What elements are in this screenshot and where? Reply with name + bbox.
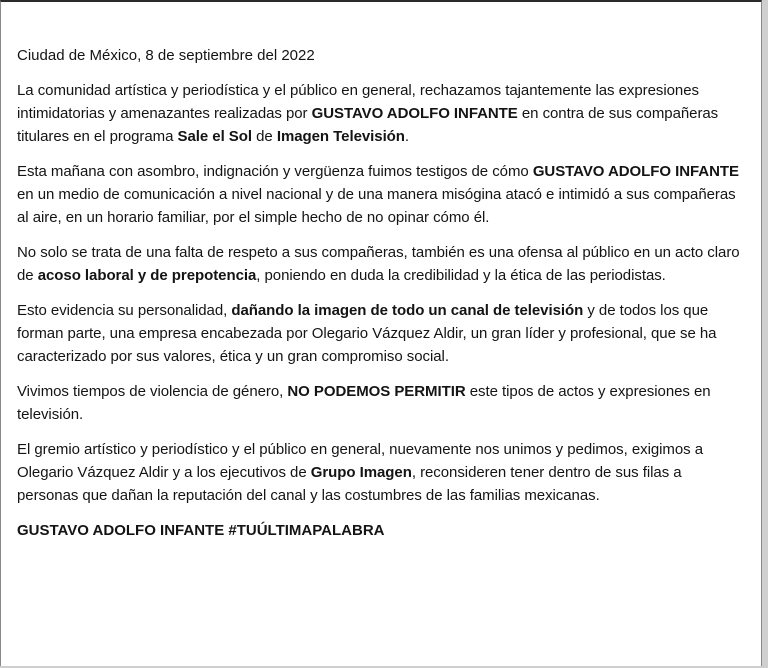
paragraph-4-text-1: Esto evidencia su personalidad, <box>17 302 232 319</box>
paragraph-2-text-2: en un medio de comunicación a nivel nacional y de una manera misógina atacó e intimidó a sus compañeras al aire, en un horario familiar, por el simple hecho de no opinar cómo él. <box>17 186 736 226</box>
paragraph-6-text-1: El gremio artístico y periodístico y el público en general, nuevamente nos unimos y pedimos, exigimos a Olegario Vázquez Aldir y a los ejecutivos de <box>17 441 704 481</box>
paragraph-4 <box>17 299 745 368</box>
paragraph-2 <box>17 160 745 229</box>
paragraph-1-text-2: en contra de sus compañeras titulares en el programa <box>17 105 719 145</box>
paragraph-2-bold-1: GUSTAVO ADOLFO INFANTE <box>532 163 739 180</box>
paragraph-6-text-2: , reconsideren tener dentro de sus filas a personas que dañan la reputación del canal y las costumbres de las familias mexicanas. <box>17 464 682 504</box>
signature-text: GUSTAVO ADOLFO INFANTE #TUÚLTIMAPALABRA <box>17 522 385 539</box>
paragraph-3 <box>17 241 745 287</box>
paragraph-3-bold-1: acoso laboral y de prepotencia <box>37 267 257 284</box>
paragraph-1-text-1: La comunidad artística y periodística y el público en general, rechazamos tajantemente las expresiones intimidatorias y amenazantes realizadas por <box>17 82 699 122</box>
paragraph-4-bold-1: dañando la imagen de todo un canal de televisión <box>231 302 584 319</box>
paragraph-1-bold-3: Imagen Televisión <box>276 128 405 145</box>
paragraph-3-text-1: No solo se trata de una falta de respeto a sus compañeras, también es una ofensa al público en un acto claro de <box>17 244 740 284</box>
paragraph-2-text-1: Esta mañana con asombro, indignación y vergüenza fuimos testigos de cómo <box>17 163 533 180</box>
paragraph-5-text-2: este tipos de actos y expresiones en televisión. <box>17 383 711 423</box>
paragraph-1-text-4: . <box>404 128 410 145</box>
signature-line <box>17 519 745 542</box>
paragraph-5 <box>17 380 745 426</box>
paragraph-6-bold-1: Grupo Imagen <box>310 464 412 481</box>
paragraph-1-bold-2: Sale el Sol <box>177 128 252 145</box>
paragraph-1-bold-1: GUSTAVO ADOLFO INFANTE <box>311 105 518 122</box>
paragraph-4-text-2: y de todos los que forman parte, una empresa encabezada por Olegario Vázquez Aldir, un gran líder y profesional, que se ha caracterizado por sus valores, ética y un gran compromiso social. <box>17 302 717 365</box>
paragraph-3-text-2: , poniendo en duda la credibilidad y la ética de las periodistas. <box>256 267 666 284</box>
paragraph-1 <box>17 79 745 148</box>
date-line: Ciudad de México, 8 de septiembre del 2022 <box>17 47 315 64</box>
paragraph-6 <box>17 438 745 507</box>
paragraph-5-text-1: Vivimos tiempos de violencia de género, <box>17 383 288 400</box>
paragraph-5-bold-1: NO PODEMOS PERMITIR <box>287 383 466 400</box>
paragraph-1-text-3: de <box>252 128 277 145</box>
